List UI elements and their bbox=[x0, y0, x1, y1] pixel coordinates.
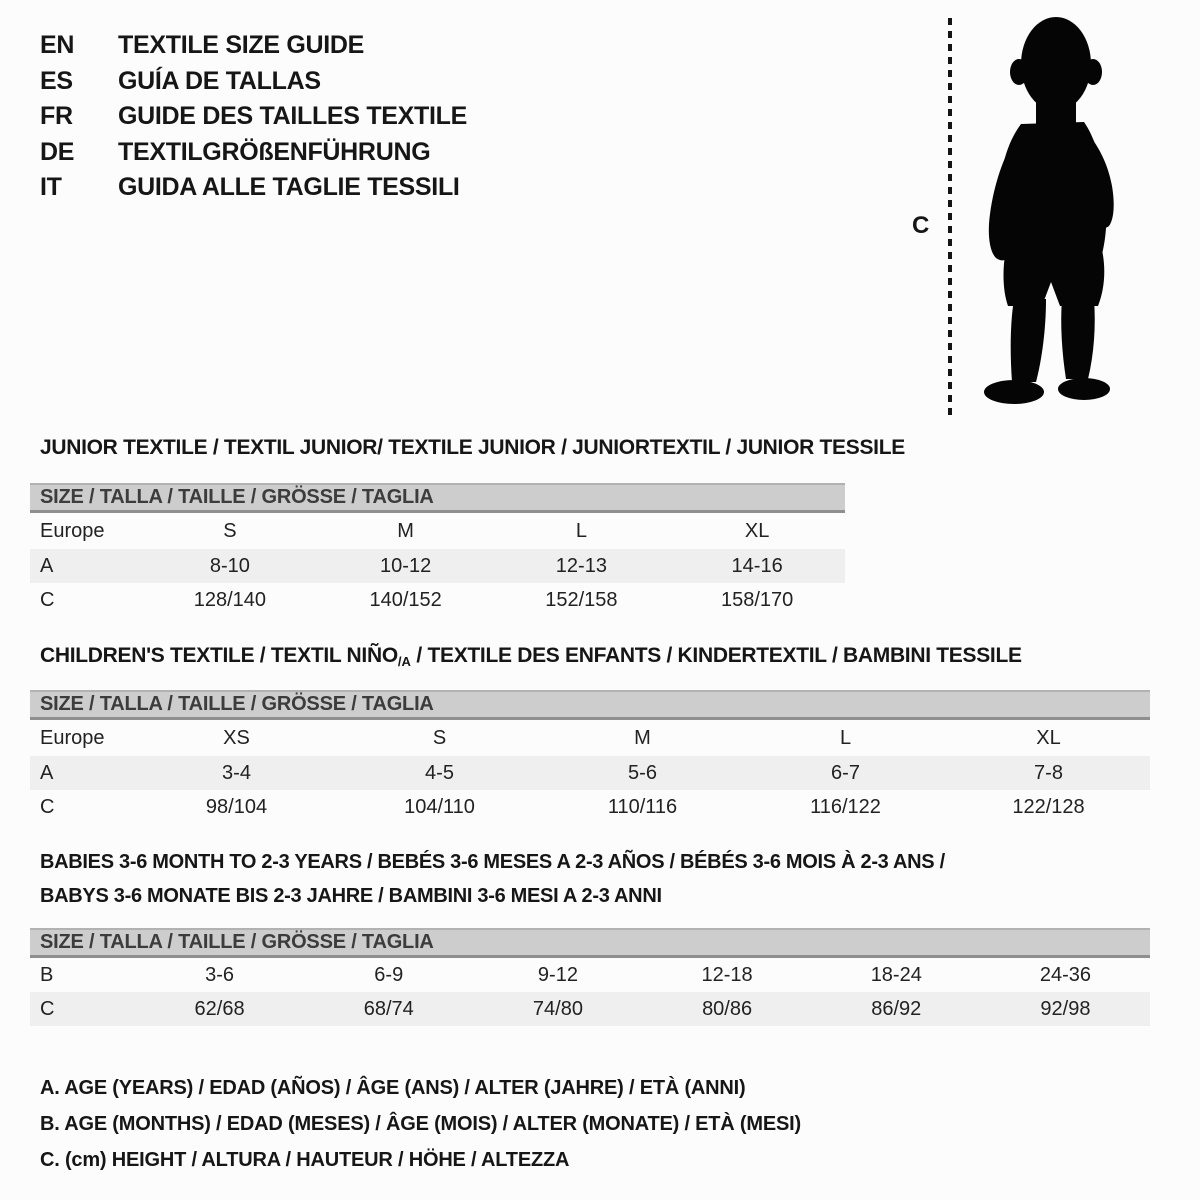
babies-size-table bbox=[30, 928, 1150, 1026]
size-cell: 6-9 bbox=[374, 963, 404, 986]
column-header: M bbox=[634, 726, 651, 749]
size-cell: 104/110 bbox=[404, 795, 475, 818]
size-cell: 86/92 bbox=[871, 997, 922, 1020]
size-header-bar bbox=[30, 928, 1150, 958]
size-cell: 24-36 bbox=[1039, 963, 1092, 986]
size-header-label: SIZE / TALLA / TAILLE / GRÖSSE / TAGLIA bbox=[40, 931, 434, 953]
size-cell: 116/122 bbox=[810, 795, 881, 818]
column-header: XS bbox=[223, 726, 250, 749]
size-cell: 3-4 bbox=[222, 761, 251, 784]
guide-title: GUIDA ALLE TAGLIE TESSILI bbox=[118, 173, 460, 201]
size-cell: 98/104 bbox=[205, 795, 268, 818]
column-header: L bbox=[575, 519, 587, 542]
junior-section-title: JUNIOR TEXTILE / TEXTIL JUNIOR/ TEXTILE JUNIOR / JUNIORTEXTIL / JUNIOR TESSILE bbox=[40, 436, 905, 459]
height-measure-label: C bbox=[912, 212, 930, 239]
column-header: XL bbox=[1036, 726, 1061, 749]
size-cell: 14-16 bbox=[731, 554, 783, 577]
row-label: B bbox=[40, 963, 54, 986]
babies-row-c bbox=[30, 992, 1150, 1026]
lang-code: EN bbox=[40, 31, 75, 59]
legend-line-a: A. AGE (YEARS) / EDAD (AÑOS) / ÂGE (ANS) / ALTER (JAHRE) / ETÀ (ANNI) bbox=[40, 1077, 746, 1099]
size-cell: 3-6 bbox=[205, 963, 235, 986]
junior-size-table bbox=[30, 483, 845, 617]
size-cell: 12-13 bbox=[555, 554, 607, 577]
lang-row-es bbox=[40, 64, 467, 100]
lang-code: IT bbox=[40, 173, 62, 201]
children-title-post: / TEXTILE DES ENFANTS / KINDERTEXTIL / BAMBINI TESSILE bbox=[410, 644, 1022, 667]
junior-row-c bbox=[30, 583, 845, 617]
size-cell: 18-24 bbox=[870, 963, 922, 986]
row-label: A bbox=[40, 554, 54, 577]
toddler-silhouette-icon bbox=[966, 14, 1138, 416]
size-cell: 80/86 bbox=[702, 997, 753, 1020]
size-cell: 6-7 bbox=[831, 761, 860, 784]
lang-code: DE bbox=[40, 137, 75, 166]
babies-section-title-line2: BABYS 3-6 MONATE BIS 2-3 JAHRE / BAMBINI 3-6 MESI A 2-3 ANNI bbox=[40, 885, 662, 907]
babies-row-b bbox=[30, 958, 1150, 992]
row-label: C bbox=[40, 997, 55, 1020]
legend-line-c: C. (cm) HEIGHT / ALTURA / HAUTEUR / HÖHE / ALTEZZA bbox=[40, 1148, 570, 1171]
row-label: C bbox=[40, 795, 55, 818]
size-header-label: SIZE / TALLA / TAILLE / GRÖSSE / TAGLIA bbox=[40, 486, 434, 508]
column-header: L bbox=[839, 726, 852, 749]
size-cell: 8-10 bbox=[209, 554, 250, 577]
size-cell: 7-8 bbox=[1034, 761, 1063, 784]
children-section-title bbox=[40, 644, 1022, 669]
size-cell: 9-12 bbox=[537, 963, 578, 986]
children-columns-row bbox=[30, 720, 1150, 756]
guide-title: GUIDE DES TAILLES TEXTILE bbox=[118, 102, 468, 130]
size-cell: 12-18 bbox=[701, 963, 753, 986]
children-size-table bbox=[30, 690, 1150, 824]
size-cell: 128/140 bbox=[193, 588, 267, 611]
lang-code: FR bbox=[40, 102, 73, 130]
size-cell: 152/158 bbox=[545, 588, 618, 611]
legend-line-b: B. AGE (MONTHS) / EDAD (MESES) / ÂGE (MOIS) / ALTER (MONATE) / ETÀ (MESI) bbox=[40, 1112, 801, 1135]
children-title-pre: CHILDREN'S TEXTILE / TEXTIL NIÑO bbox=[40, 644, 398, 667]
size-cell: 62/68 bbox=[194, 997, 245, 1020]
column-header: S bbox=[432, 726, 447, 749]
size-header-bar bbox=[30, 483, 845, 513]
lang-row-en bbox=[40, 28, 467, 64]
size-cell: 158/170 bbox=[720, 588, 794, 611]
size-cell: 110/116 bbox=[607, 795, 678, 818]
size-header-label: SIZE / TALLA / TAILLE / GRÖSSE / TAGLIA bbox=[40, 693, 434, 715]
children-title-sub: /A bbox=[397, 654, 411, 669]
guide-title: GUÍA DE TALLAS bbox=[118, 66, 321, 95]
column-header: XL bbox=[744, 519, 770, 542]
size-header-bar bbox=[30, 690, 1150, 720]
lang-code: ES bbox=[40, 66, 73, 95]
children-row-c bbox=[30, 790, 1150, 824]
row-label: A bbox=[40, 761, 54, 784]
language-title-list bbox=[40, 28, 467, 206]
region-label: Europe bbox=[40, 519, 105, 542]
lang-row-it bbox=[40, 170, 467, 206]
guide-title: TEXTILE SIZE GUIDE bbox=[118, 31, 365, 59]
size-cell: 4-5 bbox=[425, 761, 454, 784]
guide-title: TEXTILGRÖßENFÜHRUNG bbox=[118, 137, 431, 166]
region-label: Europe bbox=[40, 726, 105, 749]
row-label: C bbox=[40, 588, 55, 611]
column-header: S bbox=[223, 519, 237, 542]
height-measure-dashed-line bbox=[948, 18, 952, 416]
children-row-a bbox=[30, 756, 1150, 790]
lang-row-fr bbox=[40, 99, 467, 135]
size-cell: 74/80 bbox=[532, 997, 583, 1020]
size-cell: 68/74 bbox=[363, 997, 414, 1020]
size-cell: 92/98 bbox=[1040, 997, 1091, 1020]
junior-row-a bbox=[30, 549, 845, 583]
junior-columns-row bbox=[30, 513, 845, 549]
size-cell: 5-6 bbox=[628, 761, 657, 784]
babies-section-title-line1: BABIES 3-6 MONTH TO 2-3 YEARS / BEBÉS 3-6 MESES A 2-3 AÑOS / BÉBÉS 3-6 MOIS À 2-3 ANS / bbox=[40, 851, 945, 873]
measurement-legend bbox=[40, 1071, 801, 1178]
column-header: M bbox=[397, 519, 414, 542]
size-cell: 140/152 bbox=[369, 588, 442, 611]
size-cell: 10-12 bbox=[380, 554, 432, 577]
lang-row-de bbox=[40, 135, 467, 171]
size-cell: 122/128 bbox=[1012, 795, 1085, 818]
